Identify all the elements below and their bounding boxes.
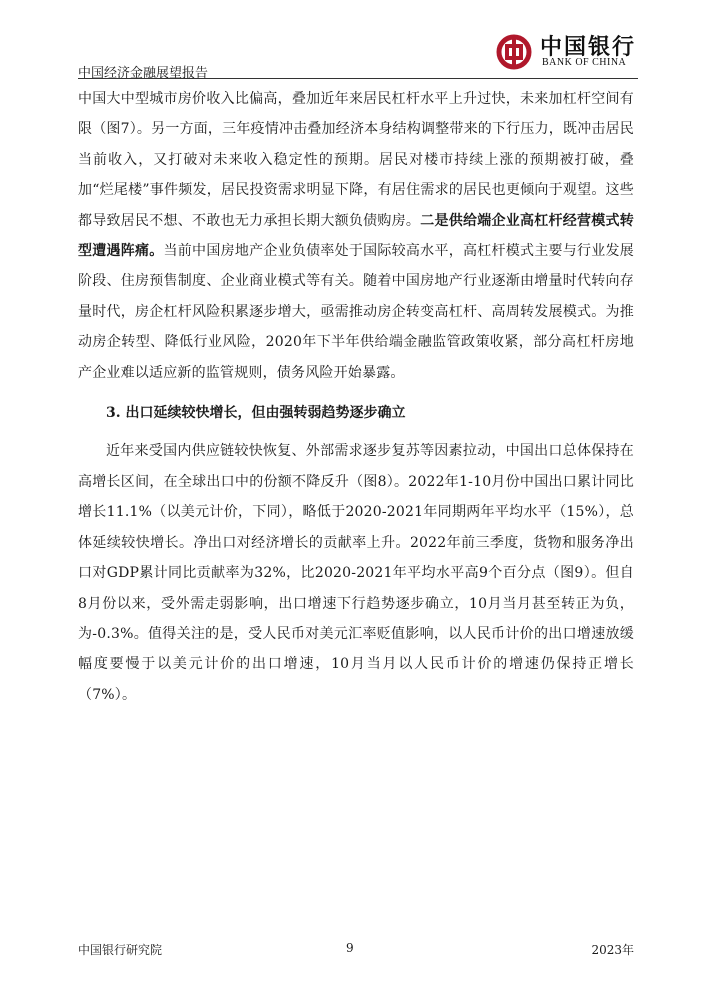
section-heading: 3. 出口延续较快增长，但由强转弱趋势逐步确立 bbox=[106, 405, 406, 422]
footer-org: 中国银行研究院 bbox=[78, 943, 163, 957]
page-footer bbox=[78, 941, 634, 961]
page-number: 9 bbox=[346, 941, 354, 955]
paragraph-exports: 近年来受国内供应链较快恢复、外部需求逐步复苏等因素拉动，中国出口总体保持在高增长区间，在全球出口中的份额不降反升（图8）。2022年1-10月份中国出口累计同比增长11.1%（以美元计价，下同），略低于2020-2021年同期两年平均水平（15%），总体延续较快增长。净出口对经济增长的贡献率上升。2022年前三季度，货物和服务净出口对GDP累计同比贡献率为32%，比2020-2021年平均水平高9个百分点（图9）。但自8月份以来，受外需走弱影响，出口增速下行趋势逐步确立，10月当月甚至转正为负，为-0.3%。值得关注的是，受人民币对美元汇率贬值影响，以人民币计价的出口增速放缓幅度要慢于以美元计价的出口增速，10月当月以人民币计价的增速仍保持正增长（7%）。 bbox=[78, 443, 634, 703]
logo-name-en: BANK OF CHINA bbox=[542, 57, 627, 68]
bank-logo bbox=[496, 28, 638, 74]
page-content bbox=[78, 84, 634, 710]
page-header bbox=[78, 28, 638, 81]
logo-name-cn: 中国银行 bbox=[540, 34, 637, 60]
paragraph-text: 当前中国房地产企业负债率处于国际较高水平，高杠杆模式主要与行业发展阶段、住房预售制度、企业商业模式等有关。随着中国房地产行业逐渐由增量时代转向存量时代，房企杠杆风险积累逐步增大，亟需推动房企转变高杠杆、高周转发展模式。为推动房企转型、降低行业风险，2020年下半年供给端金融监管政策收紧，部分高杠杆房地产企业难以适应新的监管规则，债务风险开始暴露。 bbox=[78, 243, 634, 381]
bank-of-china-logo-icon bbox=[496, 34, 532, 70]
key-point-bold: 二是供给端企业高杠杆经营模式转型遭遇阵痛。 bbox=[78, 212, 634, 260]
paragraph-housing bbox=[78, 84, 634, 388]
header-divider bbox=[78, 78, 638, 79]
report-title: 中国经济金融展望报告 bbox=[78, 66, 209, 81]
paragraph-text: 中国大中型城市房价收入比偏高，叠加近年来居民杠杆水平上升过快，未来加杠杆空间有限（图7）。另一方面，三年疫情冲击叠加经济本身结构调整带来的下行压力，既冲击居民当前收入，又打破对未来收入稳定性的预期。居民对楼市持续上涨的预期被打破，叠加“烂尾楼”事件频发，居民投资需求明显下降，有居住需求的居民也更倾向于观望。这些都导致居民不想、不敢也无力承担长期大额负债购房。 bbox=[78, 91, 634, 229]
footer-year: 2023年 bbox=[591, 943, 634, 957]
